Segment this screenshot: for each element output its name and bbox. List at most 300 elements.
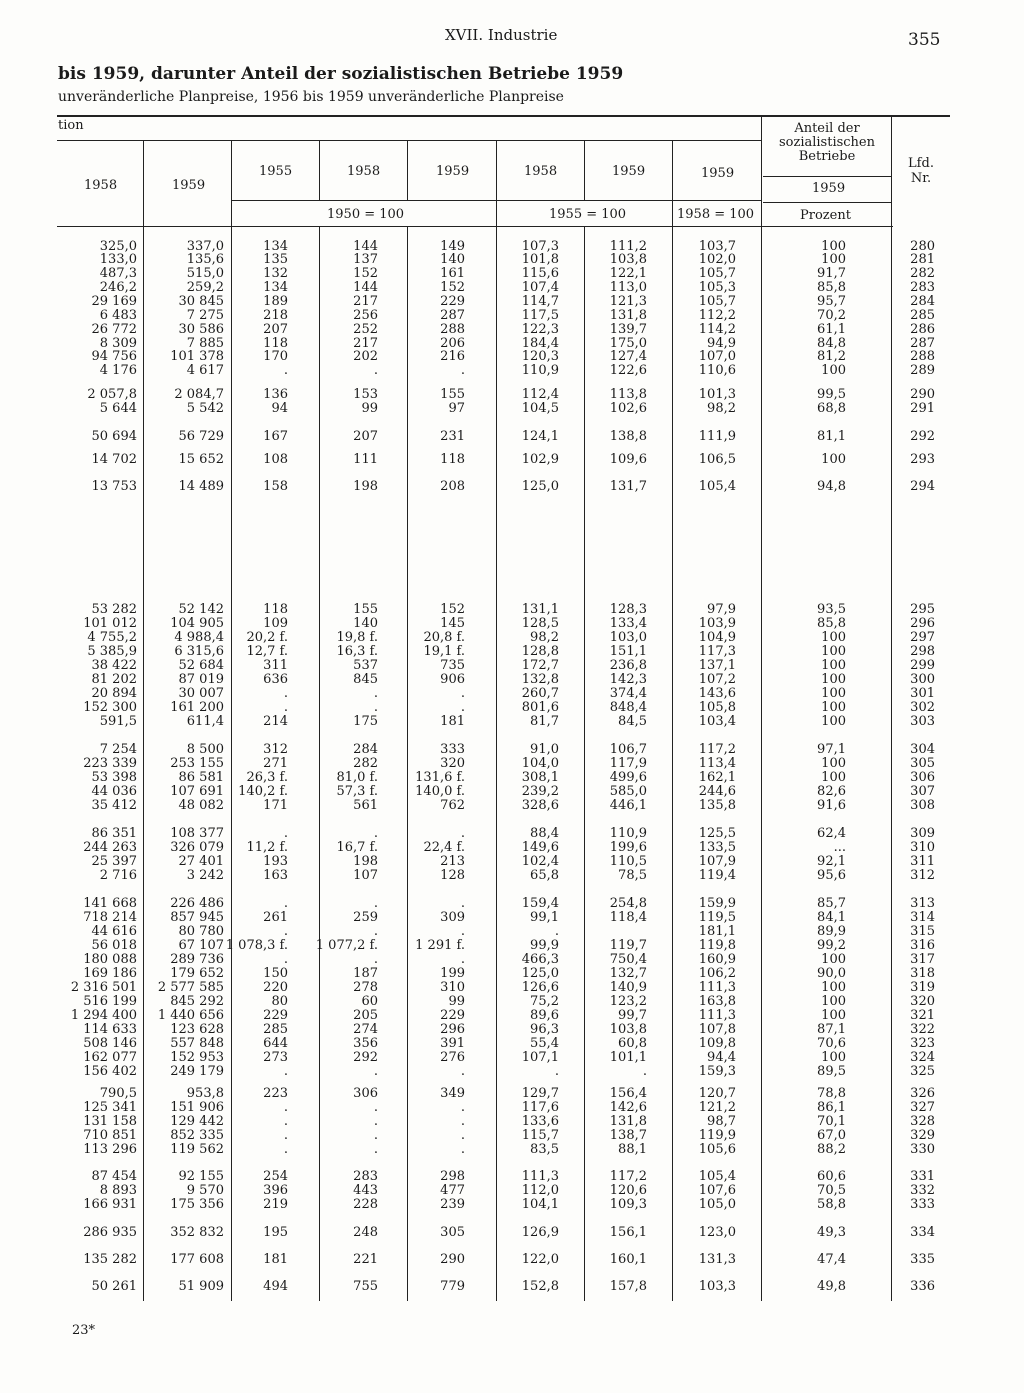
cell-anteil-1959: 92,1: [817, 854, 846, 869]
cell-val-1959: 123 628: [170, 1022, 224, 1037]
cell-val-1959: 852 335: [170, 1128, 224, 1143]
cell-idx55-1958: 126,9: [521, 1225, 559, 1240]
cell-val-1959: 119 562: [170, 1142, 224, 1157]
cell-val-1958: 26 772: [91, 322, 137, 337]
cell-val-1958: 14 702: [91, 452, 137, 467]
anteil-header: Anteil der sozialistischen Betriebe: [778, 121, 875, 164]
cell-idx58-1959: 105,7: [698, 294, 736, 309]
cell-val-1959: 107 691: [170, 784, 224, 799]
cell-idx55-1959: 118,4: [609, 910, 647, 925]
cell-lfd-nr: 306: [910, 770, 935, 785]
cell-idx-1958: 217: [353, 336, 378, 351]
cell-lfd-nr: 333: [910, 1197, 935, 1212]
cell-idx55-1958: 96,3: [530, 1022, 559, 1037]
cell-val-1959: 87 019: [178, 672, 224, 687]
cell-val-1959: 326 079: [170, 840, 224, 855]
cell-lfd-nr: 297: [910, 630, 935, 645]
cell-idx-1958: 274: [353, 1022, 378, 1037]
cell-idx55-1959: 102,6: [609, 401, 647, 416]
col-header-1958: 1958: [84, 178, 118, 193]
cell-idx58-1959: 104,9: [698, 630, 736, 645]
cell-idx55-1958: 55,4: [530, 1036, 559, 1051]
cell-idx55-1958: 152,8: [521, 1279, 559, 1294]
cell-anteil-1959: 84,8: [817, 336, 846, 351]
cell-lfd-nr: 298: [910, 644, 935, 659]
cell-idx55-1958: 125,0: [521, 966, 559, 981]
cell-anteil-1959: 47,4: [817, 1252, 846, 1267]
cell-lfd-nr: 311: [910, 854, 935, 869]
cell-idx55-1958: 88,4: [530, 826, 559, 841]
cell-idx58-1959: 163,8: [698, 994, 736, 1009]
cell-val-1959: 161 200: [170, 700, 224, 715]
lfd-nr-header: Lfd. Nr.: [908, 156, 934, 186]
cell-lfd-nr: 288: [910, 349, 935, 364]
cell-val-1958: 53 282: [91, 602, 137, 617]
cell-idx-1955: .: [283, 1114, 288, 1129]
cell-idx55-1958: 128,5: [521, 616, 559, 631]
cell-val-1958: 2 716: [99, 868, 137, 883]
cell-idx-1955: .: [283, 1064, 288, 1079]
cell-idx55-1959: 127,4: [609, 349, 647, 364]
cell-idx-1959: 229: [440, 294, 465, 309]
vsep: [584, 141, 585, 200]
cell-idx55-1959: 111,2: [609, 239, 647, 254]
cell-lfd-nr: 299: [910, 658, 935, 673]
cell-idx55-1959: 117,9: [609, 756, 647, 771]
vsep-lfd: [891, 116, 892, 1301]
cell-idx55-1958: .: [554, 924, 559, 939]
cell-val-1958: 180 088: [83, 952, 137, 967]
cell-val-1958: 13 753: [91, 479, 137, 494]
cell-idx-1959: .: [460, 896, 465, 911]
cell-idx-1955: 150: [263, 966, 288, 981]
cell-idx-1959: 305: [440, 1225, 465, 1240]
cell-idx-1958: 221: [353, 1252, 378, 1267]
cell-idx55-1958: 328,6: [521, 798, 559, 813]
cell-idx-1955: 189: [263, 294, 288, 309]
cell-idx55-1958: 104,1: [521, 1197, 559, 1212]
cell-val-1958: 487,3: [99, 266, 137, 281]
cell-idx-1955: 118: [263, 336, 288, 351]
cell-idx55-1959: 446,1: [609, 798, 647, 813]
cell-idx-1958: 107: [353, 868, 378, 883]
cell-val-1959: 104 905: [170, 616, 224, 631]
cell-idx-1955: 170: [263, 349, 288, 364]
cell-lfd-nr: 323: [910, 1036, 935, 1051]
cell-lfd-nr: 322: [910, 1022, 935, 1037]
cell-idx55-1959: 199,6: [609, 840, 647, 855]
cell-idx-1955: 163: [263, 868, 288, 883]
cell-idx-1959: 140: [440, 252, 465, 267]
cell-anteil-1959: 58,8: [817, 1197, 846, 1212]
cell-anteil-1959: 100: [821, 1050, 846, 1065]
cell-idx-1955: 273: [263, 1050, 288, 1065]
cell-idx-1955: 20,2 f.: [246, 630, 288, 645]
cell-idx55-1959: 848,4: [609, 700, 647, 715]
cell-idx-1959: 99: [448, 994, 465, 1009]
cell-val-1959: 953,8: [186, 1086, 224, 1101]
cell-idx-1959: 906: [440, 672, 465, 687]
cell-idx58-1959: 105,4: [698, 1169, 736, 1184]
cell-idx-1959: 229: [440, 1008, 465, 1023]
cell-val-1959: 8 500: [186, 742, 224, 757]
cell-val-1959: 253 155: [170, 756, 224, 771]
cell-val-1959: 67 107: [178, 938, 224, 953]
cell-idx55-1959: 254,8: [609, 896, 647, 911]
cell-val-1958: 4 755,2: [87, 630, 137, 645]
col-header-1959: 1959: [172, 178, 206, 193]
cell-idx55-1959: 120,6: [609, 1183, 647, 1198]
cell-idx58-1959: 162,1: [698, 770, 736, 785]
cell-idx-1955: 134: [263, 239, 288, 254]
cell-val-1958: 286 935: [83, 1225, 137, 1240]
cell-idx-1958: .: [373, 1100, 378, 1115]
cell-anteil-1959: 100: [821, 714, 846, 729]
cell-lfd-nr: 289: [910, 363, 935, 378]
cell-idx58-1959: 111,9: [698, 429, 736, 444]
cell-idx-1958: 283: [353, 1169, 378, 1184]
cell-idx58-1959: 133,5: [698, 840, 736, 855]
cell-idx58-1959: 105,6: [698, 1142, 736, 1157]
cell-idx-1959: 333: [440, 742, 465, 757]
cell-val-1959: 352 832: [170, 1225, 224, 1240]
cell-idx55-1959: 122,1: [609, 266, 647, 281]
cell-anteil-1959: 87,1: [817, 1022, 846, 1037]
cell-idx55-1958: 114,7: [521, 294, 559, 309]
cell-idx55-1958: 107,3: [521, 239, 559, 254]
cell-idx-1959: 145: [440, 616, 465, 631]
cell-anteil-1959: 100: [821, 1008, 846, 1023]
cell-idx55-1958: 115,7: [521, 1128, 559, 1143]
cell-anteil-1959: 100: [821, 252, 846, 267]
cell-val-1958: 2 316 501: [70, 980, 137, 995]
cell-idx55-1958: 65,8: [530, 868, 559, 883]
cell-idx-1959: .: [460, 1100, 465, 1115]
cell-idx55-1958: 124,1: [521, 429, 559, 444]
cell-anteil-1959: 81,2: [817, 349, 846, 364]
cell-anteil-1959: 70,2: [817, 308, 846, 323]
cell-idx58-1959: 105,4: [698, 479, 736, 494]
cell-anteil-1959: 100: [821, 658, 846, 673]
cell-val-1958: 2 057,8: [87, 387, 137, 402]
cell-lfd-nr: 310: [910, 840, 935, 855]
cell-idx-1958: .: [373, 363, 378, 378]
cell-val-1958: 44 616: [91, 924, 137, 939]
cell-idx-1955: 134: [263, 280, 288, 295]
cell-anteil-1959: 100: [821, 686, 846, 701]
cell-idx-1955: 12,7 f.: [246, 644, 288, 659]
cell-idx55-1959: 121,3: [609, 294, 647, 309]
vsep-body: [672, 227, 673, 1301]
prozent-label: Prozent: [800, 208, 851, 223]
cell-lfd-nr: 285: [910, 308, 935, 323]
cell-idx-1955: 80: [271, 994, 288, 1009]
cell-val-1959: 2 084,7: [174, 387, 224, 402]
cell-idx-1958: .: [373, 1114, 378, 1129]
cell-val-1959: 1 440 656: [157, 1008, 224, 1023]
col-header-1959d: 1959: [701, 166, 735, 181]
cell-idx55-1959: 131,7: [609, 479, 647, 494]
cell-lfd-nr: 326: [910, 1086, 935, 1101]
cell-anteil-1959: 85,7: [817, 896, 846, 911]
page-number: 355: [908, 30, 941, 50]
cell-val-1959: 152 953: [170, 1050, 224, 1065]
cell-idx-1955: 167: [263, 429, 288, 444]
cell-idx-1959: 22,4 f.: [423, 840, 465, 855]
cell-idx55-1959: 109,3: [609, 1197, 647, 1212]
cell-anteil-1959: 94,8: [817, 479, 846, 494]
cell-lfd-nr: 292: [910, 429, 935, 444]
cell-idx55-1958: 133,6: [521, 1114, 559, 1129]
cell-val-1959: 52 684: [178, 658, 224, 673]
cell-idx-1958: 278: [353, 980, 378, 995]
cell-idx-1959: 239: [440, 1197, 465, 1212]
cell-idx-1959: .: [460, 952, 465, 967]
cell-val-1959: 15 652: [178, 452, 224, 467]
col-header-1958c: 1958: [524, 164, 558, 179]
cell-val-1958: 38 422: [91, 658, 137, 673]
table-title: bis 1959, darunter Anteil der sozialistischen Betriebe 1959: [58, 64, 624, 84]
cell-anteil-1959: 100: [821, 994, 846, 1009]
cell-idx-1959: 779: [440, 1279, 465, 1294]
cell-anteil-1959: 85,8: [817, 280, 846, 295]
cell-val-1959: 48 082: [178, 798, 224, 813]
cell-idx55-1958: .: [554, 1064, 559, 1079]
cell-idx55-1958: 104,0: [521, 756, 559, 771]
cell-anteil-1959: 86,1: [817, 1100, 846, 1115]
cell-idx55-1958: 308,1: [521, 770, 559, 785]
cell-idx-1955: 26,3 f.: [246, 770, 288, 785]
col-header-1959c: 1959: [612, 164, 646, 179]
cell-idx55-1958: 172,7: [521, 658, 559, 673]
cell-val-1958: 133,0: [99, 252, 137, 267]
cell-idx58-1959: 103,4: [698, 714, 736, 729]
cell-idx55-1959: 128,3: [609, 602, 647, 617]
cell-lfd-nr: 330: [910, 1142, 935, 1157]
cell-val-1959: 9 570: [186, 1183, 224, 1198]
cell-val-1958: 125 341: [83, 1100, 137, 1115]
cell-idx55-1958: 112,4: [521, 387, 559, 402]
cell-val-1959: 86 581: [178, 770, 224, 785]
cell-val-1959: 289 736: [170, 952, 224, 967]
cell-idx58-1959: 102,0: [698, 252, 736, 267]
cell-idx55-1959: 138,7: [609, 1128, 647, 1143]
cell-idx-1958: 256: [353, 308, 378, 323]
cell-lfd-nr: 317: [910, 952, 935, 967]
cell-anteil-1959: 89,9: [817, 924, 846, 939]
cell-idx-1959: 276: [440, 1050, 465, 1065]
cell-idx55-1958: 120,3: [521, 349, 559, 364]
cell-idx-1958: 292: [353, 1050, 378, 1065]
cell-idx-1958: 205: [353, 1008, 378, 1023]
cell-lfd-nr: 335: [910, 1252, 935, 1267]
cell-idx55-1958: 125,0: [521, 479, 559, 494]
cell-idx55-1958: 117,6: [521, 1100, 559, 1115]
cell-idx58-1959: 119,8: [698, 938, 736, 953]
cell-idx-1958: 1 077,2 f.: [315, 938, 378, 953]
cell-val-1959: 611,4: [186, 714, 224, 729]
cell-idx55-1959: 499,6: [609, 770, 647, 785]
cell-idx-1958: 175: [353, 714, 378, 729]
cell-val-1958: 53 398: [91, 770, 137, 785]
cell-idx58-1959: 113,4: [698, 756, 736, 771]
cell-idx55-1959: 157,8: [609, 1279, 647, 1294]
cell-lfd-nr: 282: [910, 266, 935, 281]
cell-val-1959: 857 945: [170, 910, 224, 925]
cell-idx58-1959: 107,2: [698, 672, 736, 687]
cell-idx58-1959: 105,0: [698, 1197, 736, 1212]
cell-idx55-1959: 78,5: [618, 868, 647, 883]
cell-idx-1958: .: [373, 952, 378, 967]
cell-idx55-1958: 101,8: [521, 252, 559, 267]
cell-idx-1959: 149: [440, 239, 465, 254]
cell-idx-1958: .: [373, 686, 378, 701]
cell-idx-1958: 99: [361, 401, 378, 416]
cell-idx-1955: 135: [263, 252, 288, 267]
cell-idx-1959: 152: [440, 602, 465, 617]
cell-idx55-1958: 159,4: [521, 896, 559, 911]
cell-idx-1955: 229: [263, 1008, 288, 1023]
cell-idx-1955: 644: [263, 1036, 288, 1051]
vsep: [319, 141, 320, 200]
cell-idx-1959: .: [460, 686, 465, 701]
cell-idx55-1958: 110,9: [521, 363, 559, 378]
cell-idx-1955: .: [283, 826, 288, 841]
cell-idx-1959: 391: [440, 1036, 465, 1051]
cell-anteil-1959: 100: [821, 756, 846, 771]
cell-idx55-1959: 88,1: [618, 1142, 647, 1157]
vsep-body: [231, 227, 232, 1301]
cell-val-1959: 92 155: [178, 1169, 224, 1184]
cell-idx55-1958: 112,0: [521, 1183, 559, 1198]
cell-idx-1958: 81,0 f.: [336, 770, 378, 785]
cell-idx55-1958: 81,7: [530, 714, 559, 729]
cell-idx58-1959: 106,2: [698, 966, 736, 981]
cell-lfd-nr: 290: [910, 387, 935, 402]
cell-idx-1955: 311: [263, 658, 288, 673]
cell-lfd-nr: 309: [910, 826, 935, 841]
cell-lfd-nr: 281: [910, 252, 935, 267]
cell-idx58-1959: 181,1: [698, 924, 736, 939]
cell-idx-1958: 284: [353, 742, 378, 757]
header-rule: [57, 140, 761, 141]
cell-lfd-nr: 313: [910, 896, 935, 911]
cell-idx-1959: 735: [440, 658, 465, 673]
cell-idx-1955: 193: [263, 854, 288, 869]
cell-val-1959: 515,0: [186, 266, 224, 281]
cell-idx-1955: 181: [263, 1252, 288, 1267]
cell-idx55-1958: 83,5: [530, 1142, 559, 1157]
cell-anteil-1959: 60,6: [817, 1169, 846, 1184]
cell-idx55-1958: 117,5: [521, 308, 559, 323]
cell-val-1959: 175 356: [170, 1197, 224, 1212]
cell-anteil-1959: 100: [821, 644, 846, 659]
cell-idx55-1959: 236,8: [609, 658, 647, 673]
cell-idx-1959: 349: [440, 1086, 465, 1101]
cell-lfd-nr: 312: [910, 868, 935, 883]
cell-idx55-1959: .: [642, 1064, 647, 1079]
cell-idx55-1959: 109,6: [609, 452, 647, 467]
cell-idx-1955: 219: [263, 1197, 288, 1212]
cell-val-1959: 179 652: [170, 966, 224, 981]
cell-idx-1955: .: [283, 700, 288, 715]
cell-lfd-nr: 318: [910, 966, 935, 981]
cell-idx-1958: .: [373, 700, 378, 715]
cell-anteil-1959: 100: [821, 952, 846, 967]
cell-idx-1959: 1 291 f.: [415, 938, 465, 953]
cell-anteil-1959: 70,6: [817, 1036, 846, 1051]
cell-idx55-1958: 99,1: [530, 910, 559, 925]
cell-idx58-1959: 112,2: [698, 308, 736, 323]
cell-lfd-nr: 305: [910, 756, 935, 771]
cell-idx58-1959: 94,9: [707, 336, 736, 351]
cell-lfd-nr: 320: [910, 994, 935, 1009]
cell-lfd-nr: 319: [910, 980, 935, 995]
cell-lfd-nr: 336: [910, 1279, 935, 1294]
cell-idx-1959: 118: [440, 452, 465, 467]
cell-val-1959: 101 378: [170, 349, 224, 364]
cell-val-1959: 108 377: [170, 826, 224, 841]
cell-val-1959: 249 179: [170, 1064, 224, 1079]
cell-idx-1958: 137: [353, 252, 378, 267]
cell-anteil-1959: 100: [821, 980, 846, 995]
col-header-1959b: 1959: [436, 164, 470, 179]
cell-idx-1959: 128: [440, 868, 465, 883]
cell-idx-1955: 214: [263, 714, 288, 729]
cell-val-1958: 508 146: [83, 1036, 137, 1051]
cell-val-1958: 87 454: [91, 1169, 137, 1184]
cell-idx-1955: 218: [263, 308, 288, 323]
cell-val-1958: 29 169: [91, 294, 137, 309]
cell-idx-1958: 155: [353, 602, 378, 617]
cell-idx-1958: .: [373, 1128, 378, 1143]
cell-idx58-1959: 105,3: [698, 280, 736, 295]
cell-idx58-1959: 109,8: [698, 1036, 736, 1051]
cell-idx55-1959: 101,1: [609, 1050, 647, 1065]
cell-idx55-1959: 131,8: [609, 308, 647, 323]
cell-idx-1959: 131,6 f.: [415, 770, 465, 785]
cell-idx-1958: 561: [353, 798, 378, 813]
cell-idx-1958: 537: [353, 658, 378, 673]
cell-idx-1959: 199: [440, 966, 465, 981]
cell-idx55-1959: 133,4: [609, 616, 647, 631]
cell-idx58-1959: 98,7: [707, 1114, 736, 1129]
cell-idx-1958: 153: [353, 387, 378, 402]
cell-val-1958: 50 261: [91, 1279, 137, 1294]
cell-val-1959: 52 142: [178, 602, 224, 617]
cell-idx55-1958: 132,8: [521, 672, 559, 687]
vsep-anteil: [761, 116, 762, 1301]
cell-idx-1955: 109: [263, 616, 288, 631]
cell-idx-1958: 228: [353, 1197, 378, 1212]
cell-idx55-1959: 142,6: [609, 1100, 647, 1115]
cell-idx-1959: 231: [440, 429, 465, 444]
vsep: [231, 141, 232, 227]
cell-idx55-1959: 140,9: [609, 980, 647, 995]
cell-idx-1959: .: [460, 1128, 465, 1143]
vsep-body: [407, 227, 408, 1301]
cell-val-1959: 30 845: [178, 294, 224, 309]
cell-idx55-1959: 110,5: [609, 854, 647, 869]
cell-idx58-1959: 103,7: [698, 239, 736, 254]
cell-idx58-1959: 143,6: [698, 686, 736, 701]
col-header-1955: 1955: [259, 164, 293, 179]
cell-idx-1955: 207: [263, 322, 288, 337]
base-1958: 1958 = 100: [677, 207, 755, 222]
cell-idx58-1959: 159,9: [698, 896, 736, 911]
cell-idx55-1959: 84,5: [618, 714, 647, 729]
vsep-body: [319, 227, 320, 1301]
